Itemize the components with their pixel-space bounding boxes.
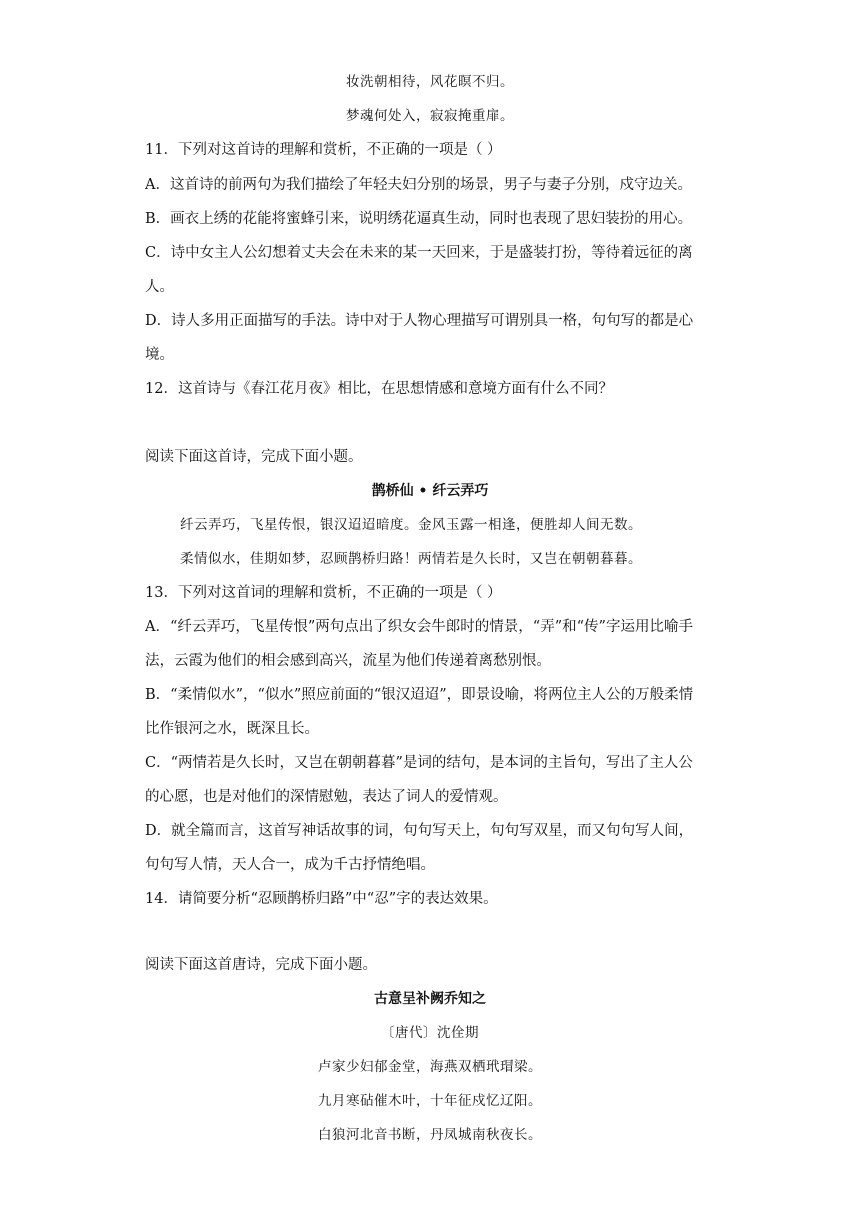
question-11-stem: 11．下列对这首诗的理解和赏析，不正确的一项是（ ）: [145, 142, 502, 158]
question-13-option-c-line-2: 的心愿，也是对他们的深情慰勉，表达了词人的爱情观。: [145, 789, 508, 805]
question-11-option-b: B．画衣上绣的花能将蜜蜂引来，说明绣花逼真生动，同时也表现了思妇装扮的用心。: [145, 211, 693, 227]
question-12-stem: 12．这首诗与《春江花月夜》相比，在思想情感和意境方面有什么不同？: [145, 381, 613, 397]
question-13-option-b-line-1: B．“柔情似水”，“似水”照应前面的“银汉迢迢”，即景设喻，将两位主人公的万般柔情: [145, 687, 694, 703]
question-13-stem: 13．下列对这首词的理解和赏析，不正确的一项是（ ）: [145, 585, 502, 601]
question-13-option-a-line-2: 法，云霞为他们的相会感到高兴，流星为他们传递着离愁别恨。: [145, 653, 551, 669]
section-3-intro: 阅读下面这首唐诗，完成下面小题。: [145, 957, 377, 973]
question-13-option-d-line-1: D．就全篇而言，这首写神话故事的词，句句写天上，句句写双星，而又句句写人间，: [145, 823, 694, 839]
poem1-line-1: 妆洗朝相待，风花暝不归。: [346, 74, 514, 90]
section-2-intro: 阅读下面这首诗，完成下面小题。: [145, 449, 363, 465]
poem2-line-2: 柔情似水，佳期如梦，忍顾鹊桥归路！两情若是久长时，又岂在朝朝暮暮。: [180, 551, 642, 567]
poem2-line-1: 纤云弄巧，飞星传恨，银汉迢迢暗度。金风玉露一相逢，便胜却人间无数。: [180, 517, 642, 533]
poem3-line-1: 卢家少妇郁金堂，海燕双栖玳瑁梁。: [318, 1059, 542, 1075]
poem3-line-3: 白狼河北音书断，丹凤城南秋夜长。: [318, 1127, 542, 1143]
question-13-option-d-line-2: 句句写人情，天人合一，成为千古抒情绝唱。: [145, 857, 435, 873]
question-11-option-d-line-1: D．诗人多用正面描写的手法。诗中对于人物心理描写可谓别具一格，句句写的都是心: [145, 313, 694, 329]
poem3-author: 〔唐代〕沈佺期: [381, 1025, 479, 1041]
question-11-option-d-line-2: 境。: [145, 347, 174, 363]
poem2-title: 鹊桥仙 • 纤云弄巧: [371, 483, 489, 499]
question-13-option-a-line-1: A．“纤云弄巧，飞星传恨”两句点出了织女会牛郎时的情景，“弄”和“传”字运用比喻手: [145, 619, 693, 635]
question-11-option-a: A．这首诗的前两句为我们描绘了年轻夫妇分别的场景，男子与妻子分别，戍守边关。: [145, 177, 692, 193]
poem3-line-2: 九月寒砧催木叶，十年征戍忆辽阳。: [318, 1093, 542, 1109]
poem1-line-2: 梦魂何处入，寂寂掩重扉。: [346, 108, 514, 124]
question-13-option-b-line-2: 比作银河之水，既深且长。: [145, 721, 319, 737]
question-11-option-c-line-1: C．诗中女主人公幻想着丈夫会在未来的某一天回来，于是盛装打扮，等待着远征的离: [145, 245, 693, 261]
question-11-option-c-line-2: 人。: [145, 279, 174, 295]
poem3-title: 古意呈补阙乔知之: [374, 991, 486, 1007]
question-13-option-c-line-1: C．“两情若是久长时，又岂在朝朝暮暮”是词的结句，是本词的主旨句，写出了主人公: [145, 755, 693, 771]
question-14-stem: 14．请简要分析“忍顾鹊桥归路”中“忍”字的表达效果。: [145, 891, 498, 907]
